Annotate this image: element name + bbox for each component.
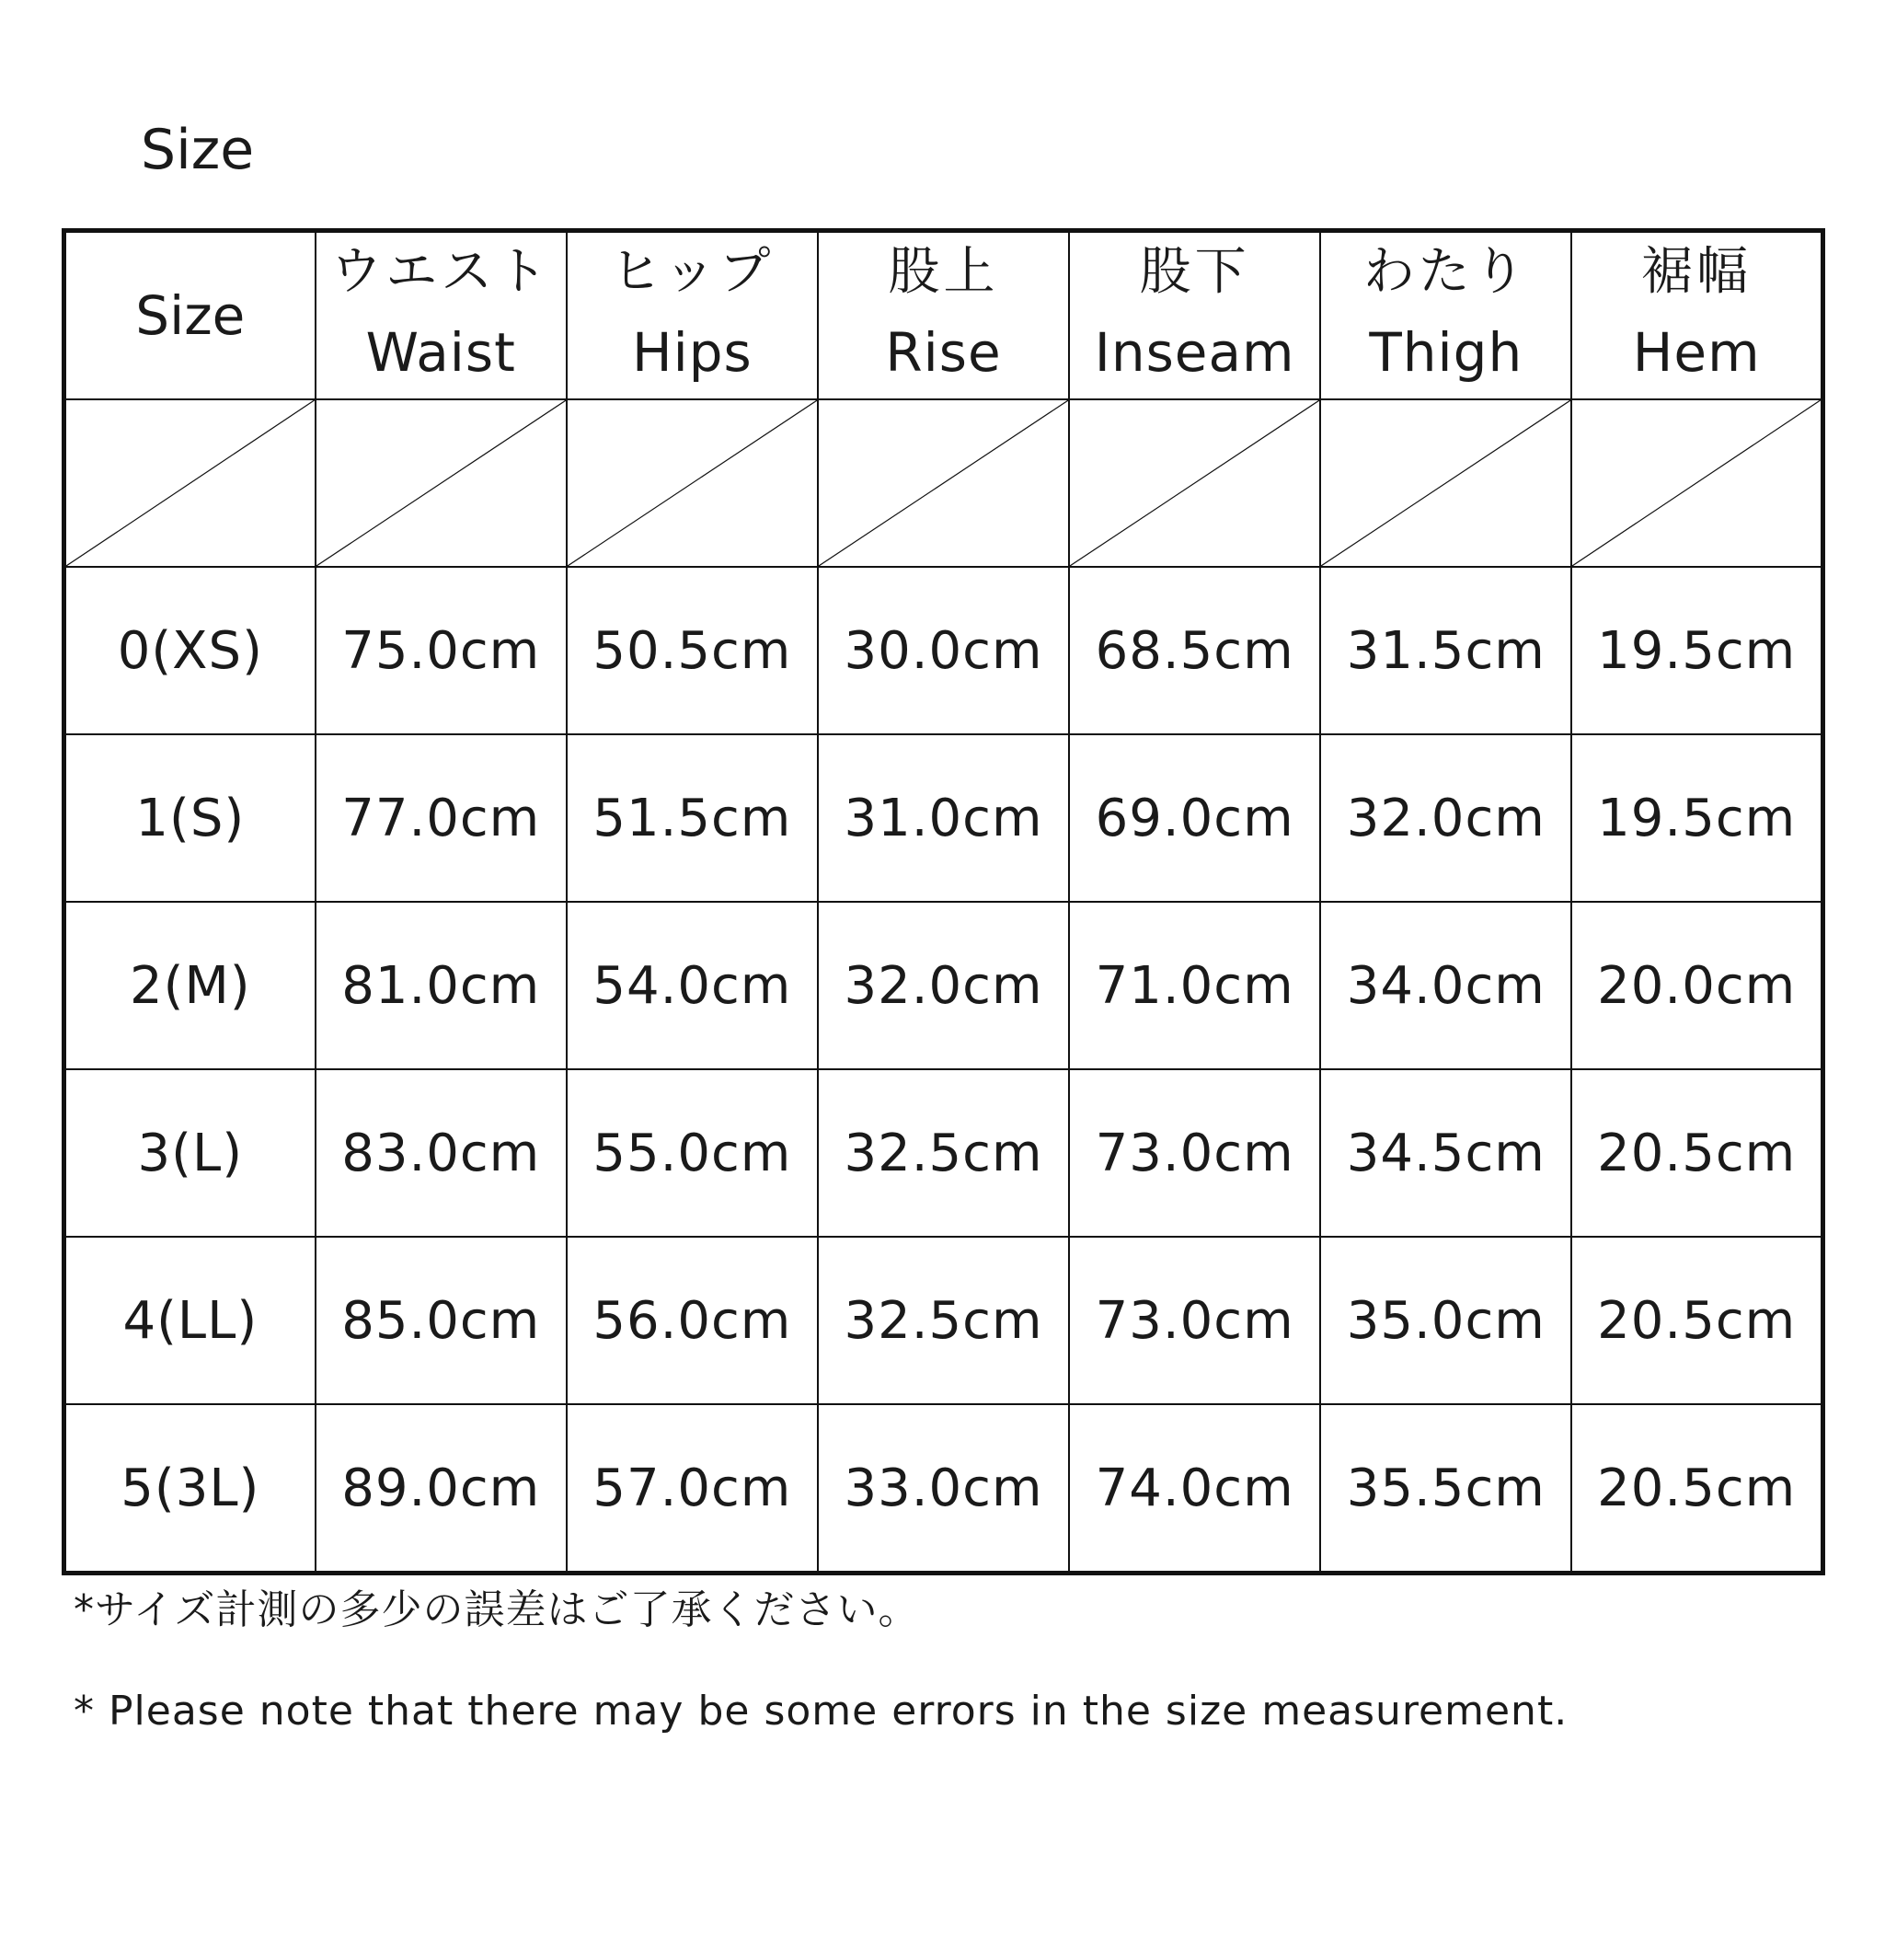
- header-label-jp: 股上: [888, 242, 999, 302]
- inseam-value-cell: 71.0cm: [1069, 902, 1320, 1069]
- header-label-jp: わたり: [1362, 242, 1529, 302]
- inseam-value-cell: 73.0cm: [1069, 1237, 1320, 1404]
- header-label-jp: ヒップ: [610, 242, 775, 302]
- header-label-jp: 股下: [1139, 242, 1250, 302]
- thigh-value-cell: 35.0cm: [1320, 1237, 1571, 1404]
- hips-value-cell: 51.5cm: [567, 734, 818, 902]
- header-label-en: Size: [135, 284, 246, 347]
- page-title: Size: [141, 118, 255, 182]
- hem-value-cell: 20.0cm: [1571, 902, 1822, 1069]
- thigh-value-cell: 31.5cm: [1320, 567, 1571, 734]
- header-label-en: Hem: [1632, 321, 1761, 384]
- measurement-note-jp: *サイズ計測の多少の誤差はご了承ください。: [74, 1586, 920, 1633]
- hips-value-cell: 50.5cm: [567, 567, 818, 734]
- header-thigh: [1320, 231, 1571, 400]
- diagonal-slash-icon: [1321, 400, 1570, 566]
- rise-value-cell: 32.5cm: [818, 1237, 1069, 1404]
- waist-value-cell: 89.0cm: [316, 1404, 567, 1574]
- inseam-value-cell: 73.0cm: [1069, 1069, 1320, 1237]
- rise-value-cell: 32.5cm: [818, 1069, 1069, 1237]
- thigh-value-cell: 35.5cm: [1320, 1404, 1571, 1574]
- size-label-cell: 0(XS): [64, 567, 316, 734]
- table-header-row: [64, 231, 1823, 400]
- header-label-en: Waist: [365, 321, 516, 384]
- hips-value-cell: 54.0cm: [567, 902, 818, 1069]
- hem-value-cell: 19.5cm: [1571, 734, 1822, 902]
- table-row: [64, 902, 1823, 1069]
- hips-value-cell: 55.0cm: [567, 1069, 818, 1237]
- hem-value-cell: 20.5cm: [1571, 1069, 1822, 1237]
- waist-value-cell: 77.0cm: [316, 734, 567, 902]
- slash-cell: [316, 399, 567, 567]
- size-label-cell: 2(M): [64, 902, 316, 1069]
- blank-slash-row: [64, 399, 1823, 567]
- table-row: [64, 1069, 1823, 1237]
- slash-cell: [1320, 399, 1571, 567]
- header-hips: [567, 231, 818, 400]
- rise-value-cell: 33.0cm: [818, 1404, 1069, 1574]
- diagonal-slash-icon: [66, 400, 315, 566]
- hem-value-cell: 19.5cm: [1571, 567, 1822, 734]
- diagonal-slash-icon: [568, 400, 817, 566]
- slash-cell: [818, 399, 1069, 567]
- waist-value-cell: 83.0cm: [316, 1069, 567, 1237]
- header-hem: [1571, 231, 1822, 400]
- diagonal-slash-icon: [1572, 400, 1821, 566]
- table-row: [64, 567, 1823, 734]
- hips-value-cell: 56.0cm: [567, 1237, 818, 1404]
- measurement-note-en: * Please note that there may be some errors in the size measurement.: [74, 1688, 1569, 1735]
- waist-value-cell: 85.0cm: [316, 1237, 567, 1404]
- thigh-value-cell: 34.5cm: [1320, 1069, 1571, 1237]
- diagonal-slash-icon: [819, 400, 1068, 566]
- size-label-cell: 1(S): [64, 734, 316, 902]
- header-waist: [316, 231, 567, 400]
- table-row: [64, 734, 1823, 902]
- slash-cell: [567, 399, 818, 567]
- waist-value-cell: 81.0cm: [316, 902, 567, 1069]
- slash-cell: [1571, 399, 1822, 567]
- thigh-value-cell: 34.0cm: [1320, 902, 1571, 1069]
- diagonal-slash-icon: [1070, 400, 1319, 566]
- header-rise: [818, 231, 1069, 400]
- hips-value-cell: 57.0cm: [567, 1404, 818, 1574]
- table-row: [64, 1404, 1823, 1574]
- inseam-value-cell: 68.5cm: [1069, 567, 1320, 734]
- diagonal-slash-icon: [316, 400, 566, 566]
- header-label-jp: 裾幅: [1641, 242, 1753, 302]
- waist-value-cell: 75.0cm: [316, 567, 567, 734]
- hem-value-cell: 20.5cm: [1571, 1404, 1822, 1574]
- inseam-value-cell: 69.0cm: [1069, 734, 1320, 902]
- header-label-jp: ウエスト: [330, 242, 552, 302]
- table-row: [64, 1237, 1823, 1404]
- size-label-cell: 3(L): [64, 1069, 316, 1237]
- inseam-value-cell: 74.0cm: [1069, 1404, 1320, 1574]
- rise-value-cell: 30.0cm: [818, 567, 1069, 734]
- header-label-en: Rise: [885, 321, 1002, 384]
- thigh-value-cell: 32.0cm: [1320, 734, 1571, 902]
- rise-value-cell: 31.0cm: [818, 734, 1069, 902]
- header-label-en: Thigh: [1369, 321, 1523, 384]
- size-label-cell: 5(3L): [64, 1404, 316, 1574]
- header-size: [64, 231, 316, 400]
- slash-cell: [1069, 399, 1320, 567]
- hem-value-cell: 20.5cm: [1571, 1237, 1822, 1404]
- rise-value-cell: 32.0cm: [818, 902, 1069, 1069]
- size-chart-table: [62, 228, 1825, 1575]
- header-label-en: Inseam: [1094, 321, 1295, 384]
- size-label-cell: 4(LL): [64, 1237, 316, 1404]
- slash-cell: [64, 399, 316, 567]
- header-inseam: [1069, 231, 1320, 400]
- header-label-en: Hips: [631, 321, 753, 384]
